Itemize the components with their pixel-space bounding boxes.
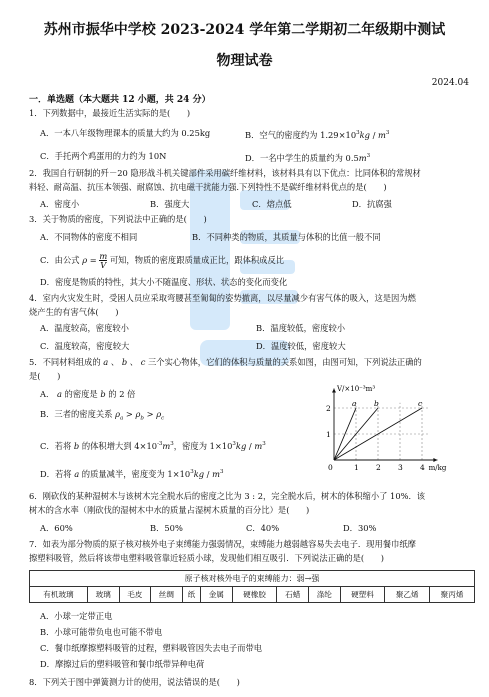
x-tick-label: 3 [398,463,403,472]
exam-date: 2024.04 [431,78,469,88]
table-row [30,587,475,603]
q7-option-a: A．小球一定带正电 [40,611,113,621]
x-tick-label: 0 [328,463,333,472]
material-cell: 金属 [201,587,233,603]
material-cell: 涤纶 [309,587,341,603]
q7-option-b: B．小球可能带负电也可能不带电 [40,627,163,637]
q1-stem: 1．下列数据中，最接近生活实际的是( ) [29,108,191,118]
y-axis-arrow [332,389,336,393]
material-cell: 石蜡 [277,587,309,603]
x-axis-arrow [433,458,437,462]
x-axis-label: m/kg [428,464,447,472]
q7-stem-line2: 擦塑料吸管，然后将该带电塑料吸管靠近轻质小球，发现他们相互吸引．下列说法正确的是( ) [29,553,384,563]
q6-option-a: A．60% [40,523,73,533]
q4-option-a: A．温度较高，密度较小 [40,323,129,333]
section-heading: 一．单选题（本大题共 12 小题，共 24 分） [29,95,211,105]
table-header: 原子核对核外电子的束缚能力：弱→强 [30,571,475,587]
q3-option-c: C．由公式 $\rho = \frac{m}{V}$ 可知，物质的密度跟质量成正比，跟体积成反比 [40,251,285,270]
q5-option-c: C．若将 b 的体积增大到 $4\times 10^{-3}m^3$，密度为 $1\times 10^3kg / m^3$ [40,440,266,451]
q2-option-c: C．熔点低 [252,199,292,209]
q4-stem-line1: 4．室内火灾发生时，受困人员应采取弯腰甚至匍匐的姿势撤离，以尽量减少有害气体的吸入，这是因为燃 [29,293,416,303]
q5-option-d: D．若将 a 的质量减半，密度变为 $1\times 10^3kg / m^3$ [40,468,224,479]
q1-option-a: A．一本八年级物理课本的质量大约为 0.25kg [40,128,211,138]
q2-option-a: A．密度小 [40,199,80,209]
volume-mass-graph [318,382,448,474]
y-tick-label: 1 [326,430,331,439]
q8-stem: 8．下列关于图中弹簧测力计的使用，说法错误的是( ) [29,677,240,687]
exam-subtitle: 物理试卷 [216,53,273,69]
series-line-a [334,408,356,460]
q3-option-b: B．不同种类的物质，其质量与体积的比值一般不同 [192,232,381,242]
series-label-a: a [352,399,357,408]
series-label-b: b [374,399,379,408]
q4-option-d: D．温度较低，密度较大 [256,341,346,351]
q3-option-a: A．不同物体的密度不相同 [40,232,138,242]
q5-stem-line1: 5．不同材料组成的 a 、 b 、 c 三个实心物体，它们的体积与质量的关系如图，由图可知，下列说法正确的 [29,357,422,367]
q7-option-d: D．摩擦过后的塑料吸管和餐巾纸带异种电荷 [40,659,205,669]
q1-option-b: B．空气的密度约为 $1.29\times 10^3kg / m^3$ [245,129,390,140]
material-cell: 玻璃 [87,587,119,603]
y-tick-label: 2 [326,404,331,413]
x-tick-label: 2 [376,463,381,472]
material-cell: 硬橡胶 [232,587,277,603]
q4-stem-line2: 烧产生的有害气体( ) [29,307,119,317]
x-tick-label: 1 [354,463,359,472]
exam-title: 苏州市振华中学校 2023-2024 学年第二学期初二年级期中测试 [43,22,446,38]
q6-option-b: B．50% [150,523,183,533]
material-cell: 毛皮 [119,587,151,603]
q6-option-c: C．40% [246,523,280,533]
material-cell: 纸 [182,587,200,603]
q7-option-c: C．餐巾纸摩擦塑料吸管的过程，塑料吸管因失去电子而带电 [40,643,263,653]
q7-stem-line1: 7．如表为部分物质的原子核对核外电子束缚能力强弱情况，束缚能力越弱越容易失去电子．现用餐巾纸摩 [29,539,416,549]
material-cell: 硬塑料 [340,587,385,603]
material-cell: 聚丙烯 [430,587,475,603]
q5-option-b: B．三者的密度关系 $\rho_a > \rho_b > \rho_c$ [40,409,165,422]
series-label-c: c [418,399,423,408]
q2-stem-line2: 料轻、耐高温、抗压本领强、耐腐蚀、抗电磁干扰能力强.下列特性不是碳纤维材料优点的是( ) [29,182,387,192]
q6-stem-line2: 树木的含水率（刚砍伐的湿树木中水的质量占湿树木质量的百分比）是( ) [29,505,310,515]
q3-stem: 3．关于物质的密度，下列说法中正确的是( ) [29,214,207,224]
x-tick-label: 4 [420,463,425,472]
q3-option-d: D．密度是物质的特性，其大小不随温度、形状、状态的变化而变化 [40,277,288,287]
q5-stem-line2: 是( ) [29,371,61,381]
q4-option-b: B．温度较低，密度较小 [256,323,346,333]
q1-option-d: D．一名中学生的质量约为 $0.5m^3$ [245,152,371,163]
q2-option-b: B．强度大 [150,199,190,209]
q1-option-c: C．手托两个鸡蛋用的力约为 10N [40,151,167,161]
material-cell: 有机玻璃 [30,587,88,603]
y-axis-label: V/×10⁻³m³ [337,385,376,393]
q5-option-a: A． a 的密度是 b 的 2 倍 [40,389,136,399]
q6-stem-line1: 6．刚砍伐的某种湿树木与该树木完全脱水后的密度之比为 3 : 2，完全脱水后，树木的体积缩小了 10%．该 [29,491,426,501]
material-cell: 丝绸 [151,587,183,603]
q2-option-d: D．抗腐强 [352,199,392,209]
electron-binding-table [29,570,475,603]
q6-option-d: D．30% [343,523,377,533]
material-cell: 聚乙烯 [385,587,430,603]
q2-stem-line1: 2．我国自行研制的歼－20 隐形战斗机关键部件采用碳纤维材料，该材料具有以下优点：比同体积的常规材 [29,168,421,178]
q4-option-c: C．温度较高，密度较大 [40,341,130,351]
